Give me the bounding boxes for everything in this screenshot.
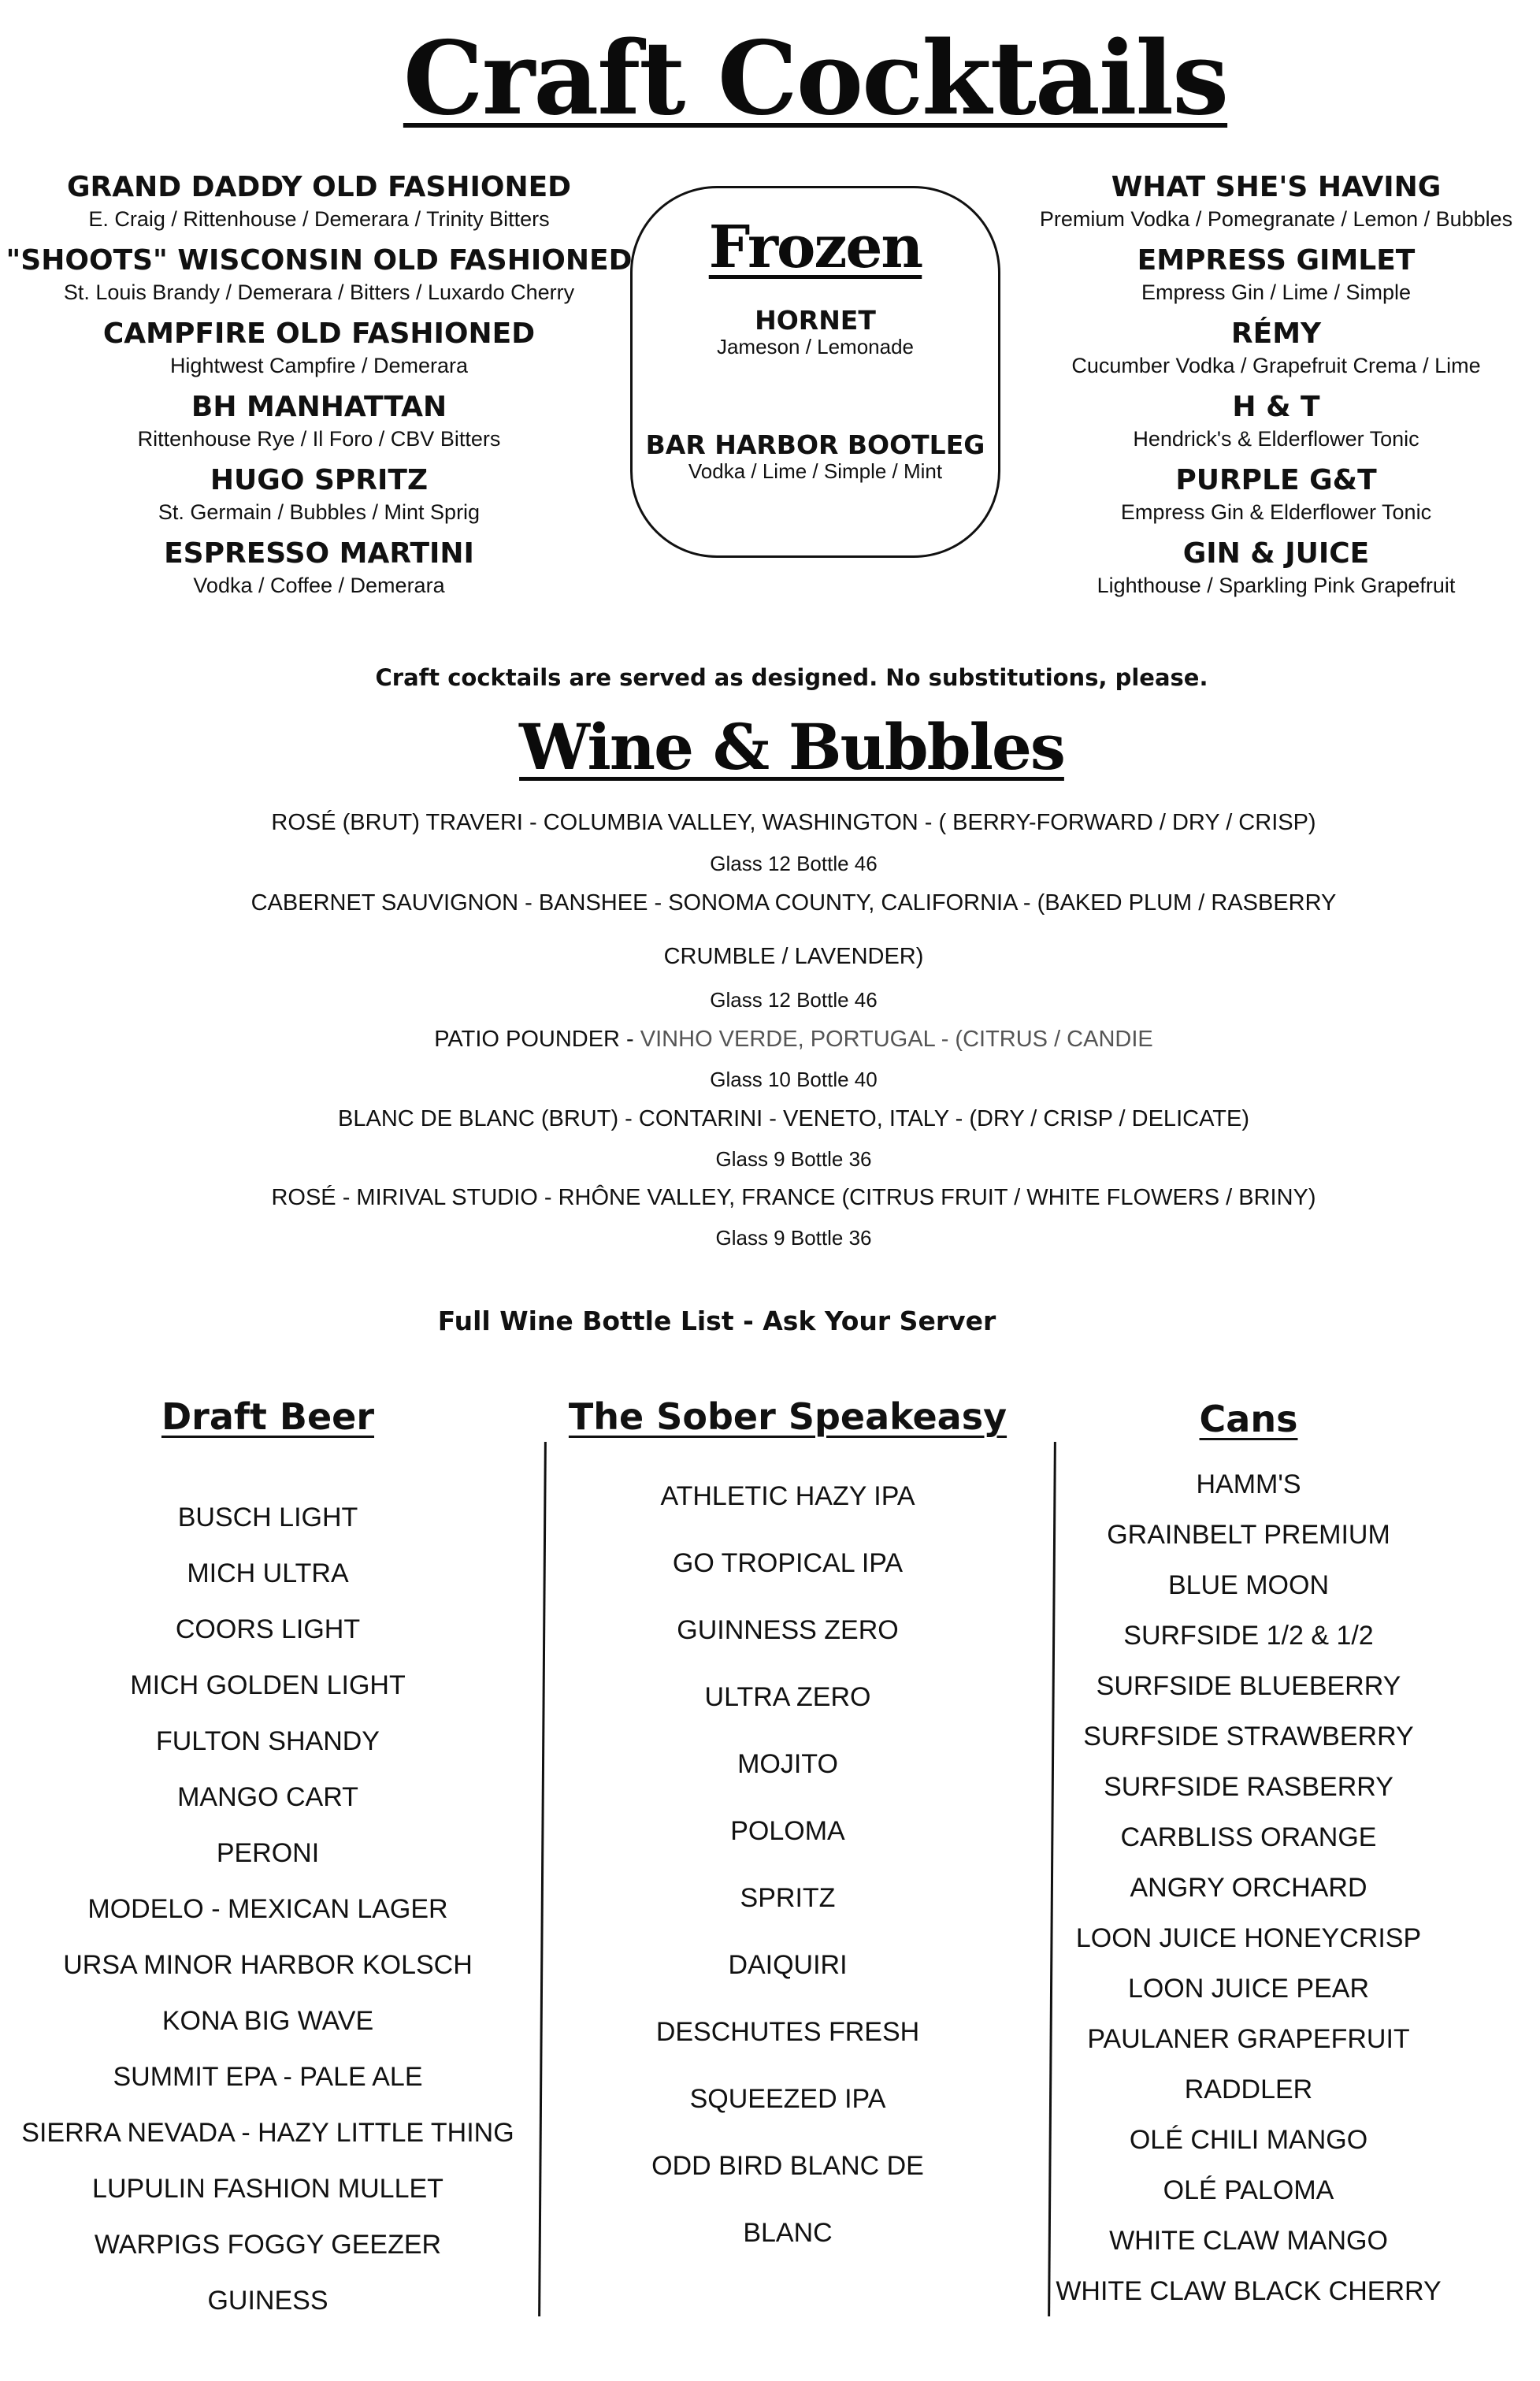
cocktail-item bbox=[0, 243, 638, 317]
list-item: BUSCH LIGHT bbox=[177, 1503, 358, 1532]
list-item: OLÉ CHILI MANGO bbox=[1129, 2125, 1368, 2155]
wine-price: Glass 12 Bottle 46 bbox=[710, 988, 878, 1012]
cocktail-item bbox=[0, 537, 638, 610]
cocktail-ingredients: E. Craig / Rittenhouse / Demerara / Trinity Bitters bbox=[88, 207, 550, 231]
cocktail-item bbox=[0, 463, 638, 537]
frozen-title: Frozen bbox=[708, 214, 922, 281]
list-item: WHITE CLAW BLACK CHERRY bbox=[1056, 2276, 1442, 2306]
craft-cocktails-title: Craft Cocktails bbox=[403, 20, 1228, 138]
column-divider bbox=[538, 1442, 547, 2316]
list-item: COORS LIGHT bbox=[175, 1614, 361, 1644]
list-item: SURFSIDE BLUEBERRY bbox=[1096, 1671, 1401, 1701]
cocktail-name: EMPRESS GIMLET bbox=[1137, 244, 1416, 277]
cocktail-list-right bbox=[1012, 170, 1540, 610]
draft-beer-list bbox=[0, 1490, 536, 2329]
cocktail-name: RÉMY bbox=[1230, 318, 1322, 350]
cocktail-ingredients: Lighthouse / Sparkling Pink Grapefruit bbox=[1097, 574, 1456, 597]
cocktail-name: GIN & JUICE bbox=[1182, 537, 1370, 570]
frozen-ingredients: Jameson / Lemonade bbox=[716, 335, 915, 358]
wine-name: ROSÉ (BRUT) TRAVERI - COLUMBIA VALLEY, WASHINGTON - ( BERRY-FORWARD / DRY / CRISP) bbox=[271, 810, 1316, 835]
frozen-item bbox=[633, 431, 998, 483]
cocktail-name: BH MANHATTAN bbox=[191, 391, 447, 423]
cocktail-name: ESPRESSO MARTINI bbox=[164, 537, 474, 570]
wine-bubbles-title: Wine & Bubbles bbox=[519, 710, 1064, 784]
wine-price: Glass 9 Bottle 36 bbox=[715, 1147, 872, 1171]
wine-name: ROSÉ - MIRIVAL STUDIO - RHÔNE VALLEY, FRANCE (CITRUS FRUIT / WHITE FLOWERS / BRINY) bbox=[271, 1185, 1316, 1210]
cocktail-name: H & T bbox=[1232, 391, 1320, 423]
frozen-item bbox=[633, 306, 998, 358]
list-item: BLUE MOON bbox=[1167, 1570, 1330, 1600]
cocktail-ingredients: Hightwest Campfire / Demerara bbox=[169, 354, 469, 377]
list-item: SUMMIT EPA - PALE ALE bbox=[113, 2062, 423, 2092]
wine-price: Glass 9 Bottle 36 bbox=[715, 1226, 872, 1250]
list-item: SQUEEZED IPA bbox=[689, 2084, 886, 2114]
wine-name bbox=[0, 1025, 1540, 1053]
list-item: ULTRA ZERO bbox=[704, 1682, 871, 1712]
list-item: PAULANER GRAPEFRUIT bbox=[1087, 2024, 1410, 2054]
wine-name: CABERNET SAUVIGNON - BANSHEE - SONOMA COUNTY, CALIFORNIA - (BAKED PLUM / RASBERRY bbox=[250, 890, 1337, 916]
wine-price: Glass 10 Bottle 40 bbox=[710, 1068, 878, 1091]
cocktail-item bbox=[0, 170, 638, 243]
cocktail-item bbox=[1012, 537, 1540, 610]
draft-beer-title: Draft Beer bbox=[161, 1395, 375, 1438]
list-item: LOON JUICE HONEYCRISP bbox=[1075, 1923, 1422, 1953]
list-item: DAIQUIRI bbox=[728, 1950, 848, 1980]
list-item: MODELO - MEXICAN LAGER bbox=[87, 1894, 448, 1924]
cocktail-name: GRAND DADDY OLD FASHIONED bbox=[66, 171, 572, 203]
list-item: DESCHUTES FRESH bbox=[655, 2017, 920, 2047]
list-item: HAMM'S bbox=[1196, 1469, 1301, 1499]
sober-speakeasy-title: The Sober Speakeasy bbox=[568, 1395, 1007, 1438]
frozen-name: BAR HARBOR BOOTLEG bbox=[645, 429, 985, 460]
list-item: MICH ULTRA bbox=[187, 1558, 349, 1588]
cocktail-ingredients: Empress Gin & Elderflower Tonic bbox=[1120, 500, 1432, 524]
full-wine-list-note: Full Wine Bottle List - Ask Your Server bbox=[437, 1306, 996, 1336]
wine-price: Glass 12 Bottle 46 bbox=[710, 852, 878, 875]
cocktail-ingredients: Premium Vodka / Pomegranate / Lemon / Bubbles bbox=[1039, 207, 1513, 231]
cocktail-name: CAMPFIRE OLD FASHIONED bbox=[102, 318, 536, 350]
list-item: OLÉ PALOMA bbox=[1163, 2175, 1334, 2205]
cocktail-name: HUGO SPRITZ bbox=[210, 464, 429, 496]
wine-name-continued: CRUMBLE / LAVENDER) bbox=[663, 944, 924, 969]
list-item: ANGRY ORCHARD bbox=[1130, 1873, 1367, 1903]
cocktail-item bbox=[0, 317, 638, 390]
list-item: WHITE CLAW MANGO bbox=[1109, 2226, 1388, 2256]
list-item: MICH GOLDEN LIGHT bbox=[130, 1670, 406, 1700]
wine-name-region: VINHO VERDE, PORTUGAL - (CITRUS / CANDIE bbox=[640, 1027, 1153, 1052]
cocktail-item bbox=[1012, 317, 1540, 390]
frozen-ingredients: Vodka / Lime / Simple / Mint bbox=[688, 459, 943, 483]
cocktail-item bbox=[1012, 243, 1540, 317]
cocktail-list-left bbox=[0, 170, 638, 610]
cocktail-name: PURPLE G&T bbox=[1175, 464, 1377, 496]
list-item: SPRITZ bbox=[740, 1883, 836, 1913]
cocktail-item bbox=[1012, 170, 1540, 243]
list-item: SIERRA NEVADA - HAZY LITTLE THING bbox=[21, 2118, 514, 2148]
frozen-name: HORNET bbox=[755, 305, 876, 336]
cans-list bbox=[1052, 1459, 1445, 2316]
cocktail-item bbox=[0, 390, 638, 463]
cocktail-ingredients: St. Louis Brandy / Demerara / Bitters / Luxardo Cherry bbox=[63, 280, 575, 304]
list-item: LUPULIN FASHION MULLET bbox=[92, 2174, 443, 2204]
list-item: FULTON SHANDY bbox=[155, 1726, 380, 1756]
cocktail-item bbox=[1012, 390, 1540, 463]
list-item: MOJITO bbox=[737, 1749, 838, 1779]
list-item: BLANC bbox=[743, 2218, 833, 2248]
substitution-notice: Craft cocktails are served as designed. No substitutions, please. bbox=[375, 664, 1208, 691]
list-item: URSA MINOR HARBOR KOLSCH bbox=[63, 1950, 473, 1980]
list-item: GRAINBELT PREMIUM bbox=[1107, 1520, 1390, 1550]
list-item: SURFSIDE 1/2 & 1/2 bbox=[1123, 1621, 1374, 1651]
list-item: RADDLER bbox=[1184, 2075, 1313, 2104]
wine-name-prefix: PATIO POUNDER - bbox=[434, 1027, 640, 1052]
list-item: ATHLETIC HAZY IPA bbox=[660, 1481, 915, 1511]
list-item: PERONI bbox=[216, 1838, 320, 1868]
cocktail-ingredients: Cucumber Vodka / Grapefruit Crema / Lime bbox=[1071, 354, 1481, 377]
list-item: WARPIGS FOGGY GEEZER bbox=[94, 2230, 442, 2260]
cocktail-ingredients: Empress Gin / Lime / Simple bbox=[1141, 280, 1412, 304]
list-item: LOON JUICE PEAR bbox=[1127, 1974, 1370, 2004]
list-item: POLOMA bbox=[730, 1816, 845, 1846]
list-item: GUINESS bbox=[207, 2286, 328, 2316]
list-item: ODD BIRD BLANC DE bbox=[651, 2151, 924, 2181]
list-item: SURFSIDE RASBERRY bbox=[1104, 1772, 1393, 1802]
list-item: GO TROPICAL IPA bbox=[672, 1548, 904, 1578]
cocktail-ingredients: Vodka / Coffee / Demerara bbox=[193, 574, 445, 597]
wine-name: BLANC DE BLANC (BRUT) - CONTARINI - VENETO, ITALY - (DRY / CRISP / DELICATE) bbox=[338, 1106, 1249, 1131]
cocktail-name: "SHOOTS" WISCONSIN OLD FASHIONED bbox=[6, 244, 633, 277]
cocktail-name: WHAT SHE'S HAVING bbox=[1111, 171, 1442, 203]
cans-title: Cans bbox=[1199, 1398, 1298, 1440]
list-item: GUINNESS ZERO bbox=[677, 1615, 899, 1645]
list-item: CARBLISS ORANGE bbox=[1120, 1822, 1377, 1852]
sober-speakeasy-list bbox=[551, 1463, 1024, 2267]
list-item: MANGO CART bbox=[177, 1782, 358, 1812]
cocktail-item bbox=[1012, 463, 1540, 537]
cocktail-ingredients: Hendrick's & Elderflower Tonic bbox=[1133, 427, 1419, 451]
cocktail-ingredients: Rittenhouse Rye / Il Foro / CBV Bitters bbox=[137, 427, 501, 451]
frozen-box bbox=[630, 186, 1000, 558]
list-item: SURFSIDE STRAWBERRY bbox=[1083, 1722, 1414, 1751]
cocktail-ingredients: St. Germain / Bubbles / Mint Sprig bbox=[158, 500, 481, 524]
list-item: KONA BIG WAVE bbox=[161, 2006, 374, 2036]
